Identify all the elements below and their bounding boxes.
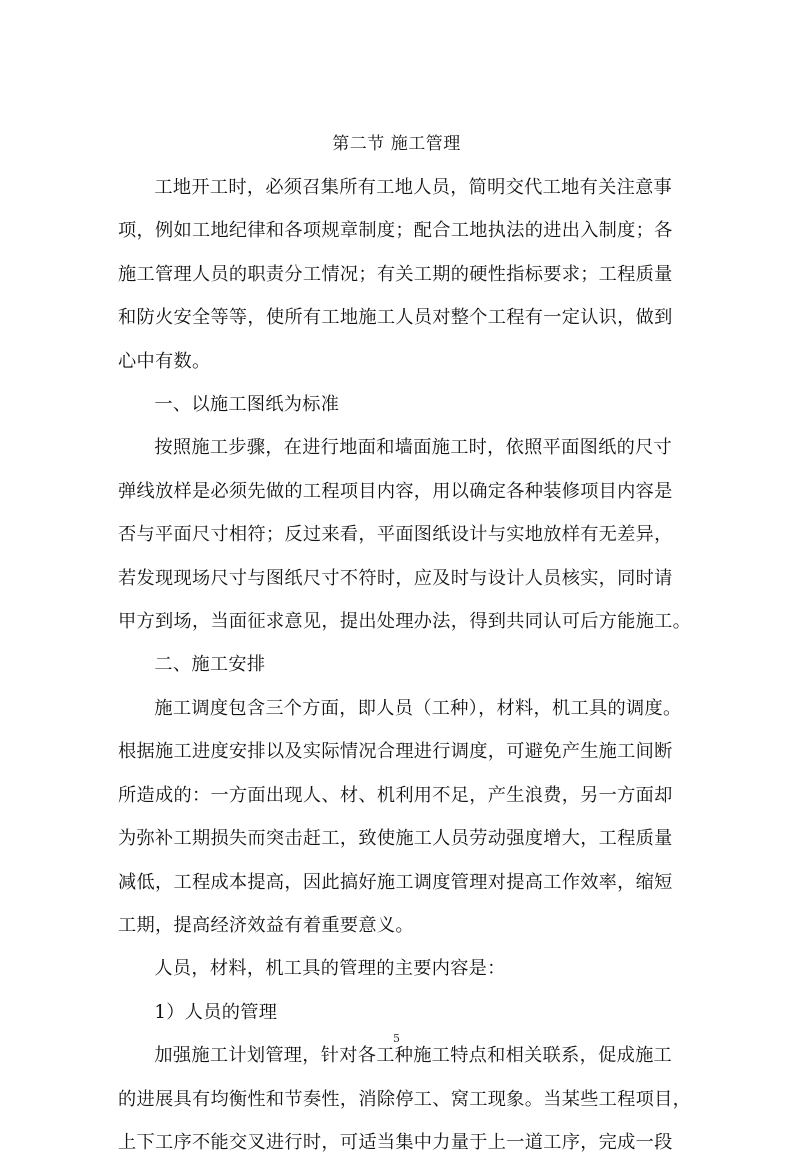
text-line: 工地开工时，必须召集所有工地人员，简明交代工地有关注意事 xyxy=(154,177,673,198)
text-line: 为弥补工期损失而突击赶工，致使施工人员劳动强度增大，工程质量 xyxy=(118,828,673,850)
text-line: 工期，提高经济效益有着重要意义。 xyxy=(118,914,414,936)
paragraph-construction-arrangement xyxy=(118,687,682,947)
heading-construction-arrangement: 二、施工安排 xyxy=(154,654,266,676)
text-line: 按照施工步骤，在进行地面和墙面施工时，依照平面图纸的尺寸 xyxy=(154,437,673,459)
text-line: 施工调度包含三个方面，即人员（工种），材料，机工具的调度。 xyxy=(154,697,682,719)
heading-drawing-standard: 一、以施工图纸为标准 xyxy=(154,394,340,416)
text-line: 心中有数。 xyxy=(118,350,211,372)
text-line: 和防火安全等等，使所有工地施工人员对整个工程有一定认识，做到 xyxy=(118,307,673,329)
paragraph-site-briefing xyxy=(118,166,678,383)
text-line: 弹线放样是必须先做的工程项目内容，用以确定各种装修项目内容是 xyxy=(118,480,673,502)
heading-personnel-management: 1）人员的管理 xyxy=(154,1001,278,1023)
paragraph-personnel-management xyxy=(118,1034,692,1164)
text-line: 所造成的：一方面出现人、材、机利用不足，产生浪费，另一方面却 xyxy=(118,784,673,806)
text-line: 否与平面尺寸相符；反过来看，平面图纸设计与实地放样有无差异， xyxy=(118,524,673,546)
text-line: 减低，工程成本提高，因此搞好施工调度管理对提高工作效率，缩短 xyxy=(118,871,673,893)
heading-management-contents: 人员，材料，机工具的管理的主要内容是： xyxy=(154,958,506,980)
text-line: 项，例如工地纪律和各项规章制度；配合工地执法的进出入制度；各 xyxy=(118,220,673,242)
text-line: 若发现现场尺寸与图纸尺寸不符时，应及时与设计人员核实，同时请 xyxy=(118,567,673,589)
section-title: 第二节 施工管理 xyxy=(332,134,461,154)
text-line: 加强施工计划管理，针对各工种施工特点和相关联系，促成施工 xyxy=(154,1045,673,1067)
paragraph-drawing-standard xyxy=(118,426,692,643)
text-line: 上下工序不能交叉进行时，可适当集中力量于上一道工序，完成一段 xyxy=(118,1131,673,1153)
text-line: 甲方到场，当面征求意见，提出处理办法，得到共同认可后方能施工。 xyxy=(118,611,692,633)
text-line: 的进展具有均衡性和节奏性，消除停工、窝工现象。当某些工程项目， xyxy=(118,1088,692,1110)
page-number: 5 xyxy=(393,1032,400,1045)
text-line: 施工管理人员的职责分工情况；有关工期的硬性指标要求；工程质量 xyxy=(118,263,673,285)
text-line: 根据施工进度安排以及实际情况合理进行调度，可避免产生施工间断 xyxy=(118,741,673,763)
document-body xyxy=(118,166,692,1164)
